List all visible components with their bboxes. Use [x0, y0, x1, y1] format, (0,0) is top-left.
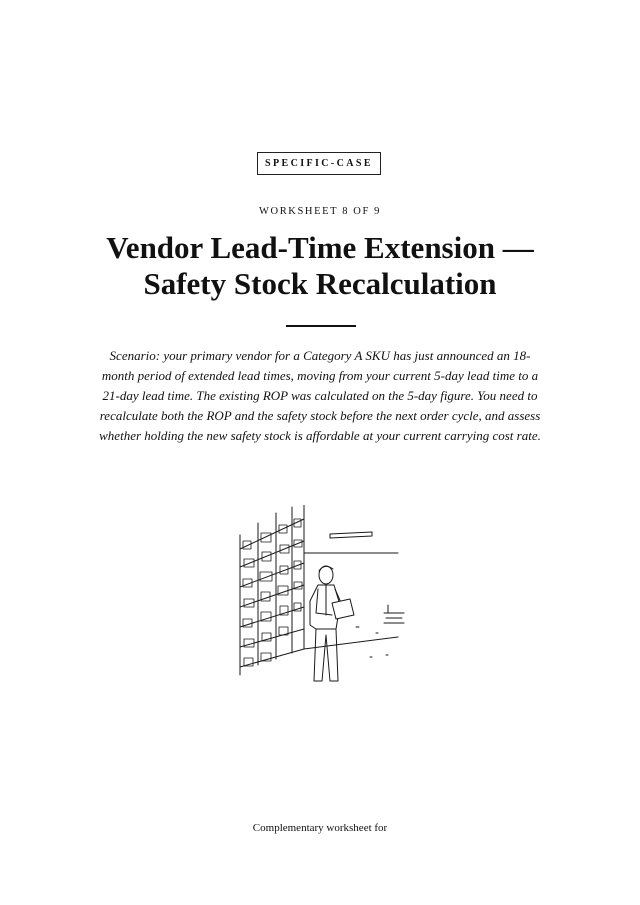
title-line-1: Vendor Lead-Time Extension — — [106, 230, 534, 265]
worksheet-number: WORKSHEET 8 OF 9 — [259, 206, 381, 217]
scenario-paragraph — [95, 346, 545, 446]
scenario-line-3: 21-day lead time. The existing ROP was calculated on the 5-day figure. You need to — [102, 388, 538, 403]
scenario-line-5: whether holding the new safety stock is affordable at your current carrying cost rate. — [99, 428, 541, 443]
footer-note: Complementary worksheet for — [252, 822, 388, 834]
title-divider — [286, 325, 356, 327]
title-line-2: Safety Stock Recalculation — [143, 266, 497, 301]
scenario-line-1: Scenario: your primary vendor for a Category A SKU has just announced an 18- — [109, 348, 531, 363]
category-tag-label: SPECIFIC-CASE — [265, 158, 373, 169]
page-title — [40, 230, 600, 302]
scenario-line-4: recalculate both the ROP and the safety stock before the next order cycle, and assess — [99, 408, 541, 423]
scenario-line-2: month period of extended lead times, moving from your current 5-day lead time to a — [101, 368, 539, 383]
category-tag — [257, 152, 381, 175]
warehouse-worker-illustration — [236, 505, 406, 687]
